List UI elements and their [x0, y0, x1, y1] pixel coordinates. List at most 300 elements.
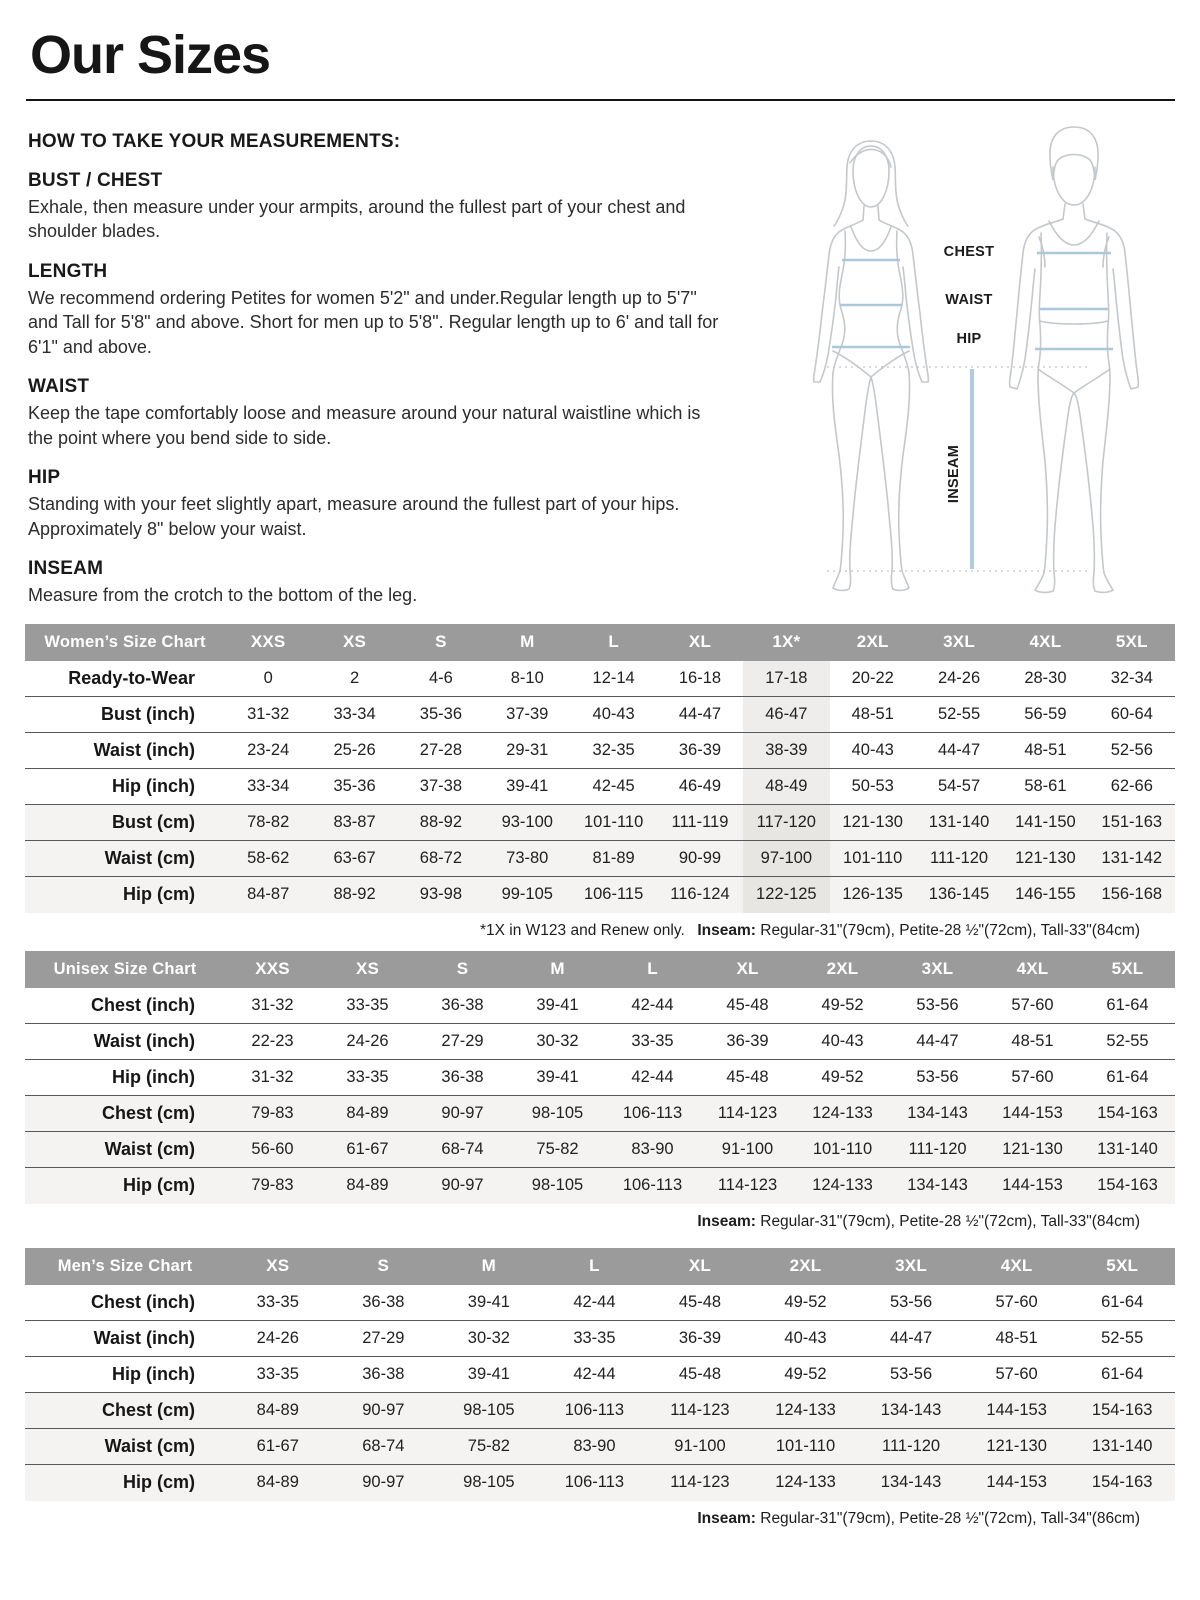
size-cell: 111-120	[916, 841, 1002, 877]
column-header: 2XL	[830, 624, 916, 661]
row-label: Waist (cm)	[25, 841, 225, 877]
size-cell: 40-43	[753, 1321, 859, 1357]
section-body: Keep the tape comfortably loose and measure around your natural waistline which is the point where you bend side to side.	[28, 403, 701, 448]
section-body: Measure from the crotch to the bottom of the leg.	[28, 585, 418, 606]
table-row	[25, 1393, 1175, 1429]
table-row	[25, 769, 1175, 805]
size-cell: 50-53	[830, 769, 916, 805]
size-cell: 124-133	[795, 1096, 890, 1132]
size-cell: 114-123	[700, 1168, 795, 1204]
size-cell: 75-82	[436, 1429, 542, 1465]
size-cell: 40-43	[830, 733, 916, 769]
table-title: Men’s Size Chart	[25, 1248, 225, 1285]
table-row	[25, 1357, 1175, 1393]
size-cell: 44-47	[657, 697, 743, 733]
size-cell: 33-35	[605, 1024, 700, 1060]
size-cell: 36-38	[415, 988, 510, 1024]
size-cell: 37-39	[484, 697, 570, 733]
column-header: 3XL	[890, 951, 985, 988]
row-label: Bust (cm)	[25, 805, 225, 841]
inseam-note-label: Inseam:	[697, 1212, 756, 1230]
size-cell: 52-55	[1080, 1024, 1175, 1060]
size-cell: 79-83	[225, 1096, 320, 1132]
size-cell: 58-62	[225, 841, 311, 877]
size-cell: 90-97	[331, 1465, 437, 1501]
size-cell: 57-60	[985, 1060, 1080, 1096]
size-cell: 56-60	[225, 1132, 320, 1168]
instruction-section-hip	[28, 467, 780, 541]
column-header: 1X*	[743, 624, 829, 661]
size-cell: 48-51	[830, 697, 916, 733]
row-label: Waist (inch)	[25, 733, 225, 769]
size-cell: 117-120	[743, 805, 829, 841]
size-cell: 39-41	[510, 1060, 605, 1096]
size-table-womens	[25, 624, 1175, 951]
mens-inseam-note	[697, 1510, 1140, 1528]
size-cell: 101-110	[753, 1429, 859, 1465]
size-cell: 33-34	[311, 697, 397, 733]
size-cell: 144-153	[964, 1465, 1070, 1501]
chest-label: CHEST	[943, 244, 995, 260]
instruction-section-inseam	[28, 558, 780, 607]
size-cell: 29-31	[484, 733, 570, 769]
size-cell: 91-100	[700, 1132, 795, 1168]
column-header: L	[542, 1248, 648, 1285]
size-cell: 61-64	[1069, 1357, 1175, 1393]
size-cell: 4-6	[398, 661, 484, 697]
size-cell: 84-89	[320, 1168, 415, 1204]
womens-inseam-note	[697, 922, 1140, 940]
column-header: XS	[311, 624, 397, 661]
column-header: S	[331, 1248, 437, 1285]
table-row	[25, 1321, 1175, 1357]
size-cell: 44-47	[858, 1321, 964, 1357]
size-cell: 124-133	[795, 1168, 890, 1204]
size-cell: 134-143	[890, 1096, 985, 1132]
size-cell: 111-119	[657, 805, 743, 841]
size-cell: 101-110	[830, 841, 916, 877]
table-header-row	[25, 951, 1175, 988]
row-label: Waist (cm)	[25, 1429, 225, 1465]
size-cell: 57-60	[964, 1357, 1070, 1393]
size-cell: 17-18	[743, 661, 829, 697]
size-cell: 68-72	[398, 841, 484, 877]
table-header-row	[25, 624, 1175, 661]
mens-table-footnotes	[25, 1501, 1175, 1535]
size-cell: 53-56	[858, 1357, 964, 1393]
size-cell: 32-34	[1089, 661, 1175, 697]
row-label: Hip (cm)	[25, 1168, 225, 1204]
size-cell: 90-97	[331, 1393, 437, 1429]
size-cell: 45-48	[647, 1357, 753, 1393]
size-cell: 33-35	[320, 988, 415, 1024]
size-cell: 144-153	[985, 1168, 1080, 1204]
size-cell: 68-74	[415, 1132, 510, 1168]
size-cell: 49-52	[753, 1285, 859, 1321]
size-cell: 146-155	[1002, 877, 1088, 913]
row-label: Waist (cm)	[25, 1132, 225, 1168]
size-cell: 40-43	[795, 1024, 890, 1060]
size-cell: 44-47	[890, 1024, 985, 1060]
size-cell: 33-35	[542, 1321, 648, 1357]
table-title: Women’s Size Chart	[25, 624, 225, 661]
column-header: 4XL	[1002, 624, 1088, 661]
size-cell: 81-89	[570, 841, 656, 877]
size-cell: 61-64	[1080, 1060, 1175, 1096]
inseam-note-label: Inseam:	[697, 921, 756, 939]
size-cell: 44-47	[916, 733, 1002, 769]
size-cell: 154-163	[1080, 1168, 1175, 1204]
size-cell: 42-45	[570, 769, 656, 805]
size-cell: 23-24	[225, 733, 311, 769]
size-cell: 62-66	[1089, 769, 1175, 805]
size-cell: 83-90	[542, 1429, 648, 1465]
womens-size-table	[25, 624, 1175, 913]
size-cell: 98-105	[436, 1393, 542, 1429]
column-header: M	[510, 951, 605, 988]
size-cell: 36-38	[331, 1357, 437, 1393]
size-cell: 98-105	[510, 1096, 605, 1132]
size-cell: 99-105	[484, 877, 570, 913]
column-header: XL	[700, 951, 795, 988]
size-cell: 40-43	[570, 697, 656, 733]
size-cell: 111-120	[858, 1429, 964, 1465]
row-label: Hip (inch)	[25, 1060, 225, 1096]
womens-1x-footnote: *1X in W123 and Renew only.	[480, 921, 685, 939]
size-cell: 52-55	[1069, 1321, 1175, 1357]
size-cell: 114-123	[647, 1393, 753, 1429]
row-label: Waist (inch)	[25, 1024, 225, 1060]
size-cell: 24-26	[320, 1024, 415, 1060]
size-cell: 45-48	[647, 1285, 753, 1321]
row-label: Chest (cm)	[25, 1393, 225, 1429]
instruction-section-bust-chest	[28, 170, 780, 244]
size-cell: 54-57	[916, 769, 1002, 805]
instructions-heading: HOW TO TAKE YOUR MEASUREMENTS:	[28, 131, 401, 152]
size-cell: 53-56	[890, 988, 985, 1024]
size-cell: 30-32	[510, 1024, 605, 1060]
size-cell: 36-39	[647, 1321, 753, 1357]
column-header: 4XL	[964, 1248, 1070, 1285]
size-cell: 45-48	[700, 1060, 795, 1096]
size-cell: 121-130	[1002, 841, 1088, 877]
row-label: Hip (cm)	[25, 877, 225, 913]
table-row	[25, 661, 1175, 697]
column-header: M	[436, 1248, 542, 1285]
size-cell: 134-143	[890, 1168, 985, 1204]
row-label: Chest (inch)	[25, 1285, 225, 1321]
column-header: XL	[647, 1248, 753, 1285]
unisex-inseam-note	[697, 1213, 1140, 1231]
table-row	[25, 1132, 1175, 1168]
size-cell: 73-80	[484, 841, 570, 877]
size-cell: 136-145	[916, 877, 1002, 913]
size-cell: 42-44	[542, 1357, 648, 1393]
size-cell: 48-49	[743, 769, 829, 805]
size-cell: 42-44	[605, 1060, 700, 1096]
size-cell: 24-26	[225, 1321, 331, 1357]
column-header: 5XL	[1089, 624, 1175, 661]
size-cell: 52-55	[916, 697, 1002, 733]
size-cell: 98-105	[510, 1168, 605, 1204]
size-cell: 144-153	[964, 1393, 1070, 1429]
size-table-unisex	[25, 951, 1175, 1248]
size-cell: 31-32	[225, 697, 311, 733]
row-label: Chest (inch)	[25, 988, 225, 1024]
size-cell: 121-130	[830, 805, 916, 841]
inseam-note-text: Regular-31"(79cm), Petite-28 ½"(72cm), Tall-34"(86cm)	[755, 1509, 1140, 1527]
size-cell: 42-44	[605, 988, 700, 1024]
size-cell: 124-133	[753, 1393, 859, 1429]
table-row	[25, 733, 1175, 769]
section-title: WAIST	[28, 376, 90, 398]
size-cell: 31-32	[225, 1060, 320, 1096]
size-cell: 53-56	[858, 1285, 964, 1321]
column-header: 3XL	[916, 624, 1002, 661]
size-cell: 131-140	[916, 805, 1002, 841]
size-cell: 68-74	[331, 1429, 437, 1465]
table-row	[25, 1060, 1175, 1096]
size-cell: 49-52	[795, 988, 890, 1024]
column-header: XL	[657, 624, 743, 661]
row-label: Hip (inch)	[25, 1357, 225, 1393]
table-row	[25, 1285, 1175, 1321]
size-cell: 106-113	[542, 1393, 648, 1429]
size-cell: 101-110	[570, 805, 656, 841]
size-cell: 57-60	[985, 988, 1080, 1024]
size-cell: 83-87	[311, 805, 397, 841]
size-cell: 49-52	[753, 1357, 859, 1393]
size-cell: 57-60	[964, 1285, 1070, 1321]
size-cell: 0	[225, 661, 311, 697]
size-cell: 124-133	[753, 1465, 859, 1501]
size-cell: 33-35	[225, 1357, 331, 1393]
table-row	[25, 1096, 1175, 1132]
table-row	[25, 1168, 1175, 1204]
size-cell: 32-35	[570, 733, 656, 769]
size-cell: 36-38	[331, 1285, 437, 1321]
size-cell: 20-22	[830, 661, 916, 697]
column-header: XS	[225, 1248, 331, 1285]
size-cell: 60-64	[1089, 697, 1175, 733]
size-cell: 33-35	[225, 1285, 331, 1321]
size-cell: 37-38	[398, 769, 484, 805]
size-cell: 61-64	[1069, 1285, 1175, 1321]
size-cell: 39-41	[436, 1357, 542, 1393]
size-cell: 98-105	[436, 1465, 542, 1501]
size-cell: 84-87	[225, 877, 311, 913]
size-cell: 35-36	[311, 769, 397, 805]
size-cell: 84-89	[320, 1096, 415, 1132]
size-cell: 39-41	[436, 1285, 542, 1321]
section-title: BUST / CHEST	[28, 170, 163, 191]
size-cell: 53-56	[890, 1060, 985, 1096]
content-row	[28, 117, 1175, 608]
size-cell: 38-39	[743, 733, 829, 769]
size-cell: 8-10	[484, 661, 570, 697]
female-figure-outline	[814, 141, 929, 590]
size-cell: 30-32	[436, 1321, 542, 1357]
section-body: Standing with your feet slightly apart, measure around the fullest part of your hips. Approximately 8" below your waist.	[28, 494, 680, 539]
table-row	[25, 1024, 1175, 1060]
size-cell: 84-89	[225, 1465, 331, 1501]
size-cell: 61-67	[320, 1132, 415, 1168]
size-cell: 49-52	[795, 1060, 890, 1096]
size-cell: 154-163	[1080, 1096, 1175, 1132]
unisex-size-table	[25, 951, 1175, 1204]
size-cell: 84-89	[225, 1393, 331, 1429]
size-cell: 33-35	[320, 1060, 415, 1096]
row-label: Hip (cm)	[25, 1465, 225, 1501]
row-label: Bust (inch)	[25, 697, 225, 733]
size-cell: 45-48	[700, 988, 795, 1024]
womens-table-footnotes	[25, 913, 1175, 951]
table-row	[25, 1465, 1175, 1501]
size-cell: 141-150	[1002, 805, 1088, 841]
title-divider	[26, 99, 1175, 101]
size-cell: 90-99	[657, 841, 743, 877]
unisex-table-footnotes	[25, 1204, 1175, 1248]
size-cell: 61-67	[225, 1429, 331, 1465]
inseam-note-label: Inseam:	[697, 1509, 756, 1527]
size-cell: 75-82	[510, 1132, 605, 1168]
column-header: L	[570, 624, 656, 661]
size-cell: 78-82	[225, 805, 311, 841]
size-cell: 114-123	[647, 1465, 753, 1501]
size-cell: 27-29	[331, 1321, 437, 1357]
row-label: Chest (cm)	[25, 1096, 225, 1132]
size-cell: 52-56	[1089, 733, 1175, 769]
column-header: 2XL	[753, 1248, 859, 1285]
size-cell: 46-47	[743, 697, 829, 733]
section-title: LENGTH	[28, 260, 108, 282]
column-header: 3XL	[858, 1248, 964, 1285]
size-cell: 156-168	[1089, 877, 1175, 913]
size-cell: 36-39	[700, 1024, 795, 1060]
instruction-section-length	[28, 261, 780, 359]
inseam-label: INSEAM	[946, 444, 962, 504]
column-header: XXS	[225, 624, 311, 661]
hip-label: HIP	[956, 331, 982, 347]
size-cell: 111-120	[890, 1132, 985, 1168]
waist-label: WAIST	[945, 292, 993, 308]
size-cell: 106-115	[570, 877, 656, 913]
size-cell: 122-125	[743, 877, 829, 913]
size-cell: 27-28	[398, 733, 484, 769]
size-cell: 114-123	[700, 1096, 795, 1132]
size-cell: 48-51	[964, 1321, 1070, 1357]
measurement-diagram	[787, 119, 1175, 601]
page-title: Our Sizes	[30, 25, 271, 85]
column-header: S	[398, 624, 484, 661]
size-tables	[25, 624, 1175, 1535]
size-cell: 97-100	[743, 841, 829, 877]
size-cell: 121-130	[964, 1429, 1070, 1465]
size-cell: 131-140	[1069, 1429, 1175, 1465]
size-cell: 83-90	[605, 1132, 700, 1168]
inseam-note-text: Regular-31"(79cm), Petite-28 ½"(72cm), Tall-33"(84cm)	[755, 1212, 1140, 1230]
size-cell: 56-59	[1002, 697, 1088, 733]
size-cell: 134-143	[858, 1393, 964, 1429]
size-cell: 35-36	[398, 697, 484, 733]
size-cell: 106-113	[542, 1465, 648, 1501]
row-label: Ready-to-Wear	[25, 661, 225, 697]
size-cell: 31-32	[225, 988, 320, 1024]
male-figure-outline	[1010, 127, 1139, 592]
body-figures-illustration	[787, 119, 1175, 601]
size-cell: 88-92	[311, 877, 397, 913]
table-title: Unisex Size Chart	[25, 951, 225, 988]
size-cell: 42-44	[542, 1285, 648, 1321]
size-cell: 90-97	[415, 1168, 510, 1204]
size-cell: 90-97	[415, 1096, 510, 1132]
size-cell: 144-153	[985, 1096, 1080, 1132]
section-body: Exhale, then measure under your armpits, around the fullest part of your chest and shoulder blades.	[28, 197, 686, 242]
inseam-note-text: Regular-31"(79cm), Petite-28 ½"(72cm), Tall-33"(84cm)	[755, 921, 1140, 939]
size-cell: 22-23	[225, 1024, 320, 1060]
size-cell: 91-100	[647, 1429, 753, 1465]
table-row	[25, 841, 1175, 877]
size-cell: 116-124	[657, 877, 743, 913]
size-cell: 121-130	[985, 1132, 1080, 1168]
size-cell: 33-34	[225, 769, 311, 805]
size-cell: 93-100	[484, 805, 570, 841]
size-cell: 48-51	[1002, 733, 1088, 769]
measurement-instructions	[28, 117, 780, 608]
column-header: M	[484, 624, 570, 661]
size-cell: 151-163	[1089, 805, 1175, 841]
size-cell: 106-113	[605, 1096, 700, 1132]
table-header-row	[25, 1248, 1175, 1285]
size-cell: 154-163	[1069, 1465, 1175, 1501]
size-cell: 126-135	[830, 877, 916, 913]
size-cell: 63-67	[311, 841, 397, 877]
size-cell: 131-142	[1089, 841, 1175, 877]
row-label: Hip (inch)	[25, 769, 225, 805]
table-row	[25, 697, 1175, 733]
column-header: 4XL	[985, 951, 1080, 988]
table-row	[25, 988, 1175, 1024]
size-cell: 134-143	[858, 1465, 964, 1501]
mens-size-table	[25, 1248, 1175, 1501]
size-cell: 25-26	[311, 733, 397, 769]
row-label: Waist (inch)	[25, 1321, 225, 1357]
size-cell: 39-41	[484, 769, 570, 805]
table-row	[25, 1429, 1175, 1465]
size-cell: 61-64	[1080, 988, 1175, 1024]
size-cell: 12-14	[570, 661, 656, 697]
size-cell: 28-30	[1002, 661, 1088, 697]
column-header: S	[415, 951, 510, 988]
size-cell: 48-51	[985, 1024, 1080, 1060]
size-cell: 16-18	[657, 661, 743, 697]
size-cell: 46-49	[657, 769, 743, 805]
size-cell: 93-98	[398, 877, 484, 913]
column-header: L	[605, 951, 700, 988]
size-cell: 79-83	[225, 1168, 320, 1204]
size-cell: 154-163	[1069, 1393, 1175, 1429]
section-title: HIP	[28, 467, 61, 489]
size-cell: 101-110	[795, 1132, 890, 1168]
size-cell: 36-38	[415, 1060, 510, 1096]
section-title: INSEAM	[28, 558, 104, 580]
size-cell: 39-41	[510, 988, 605, 1024]
size-cell: 27-29	[415, 1024, 510, 1060]
table-row	[25, 805, 1175, 841]
instruction-section-waist	[28, 376, 780, 450]
size-cell: 106-113	[605, 1168, 700, 1204]
column-header: 5XL	[1080, 951, 1175, 988]
